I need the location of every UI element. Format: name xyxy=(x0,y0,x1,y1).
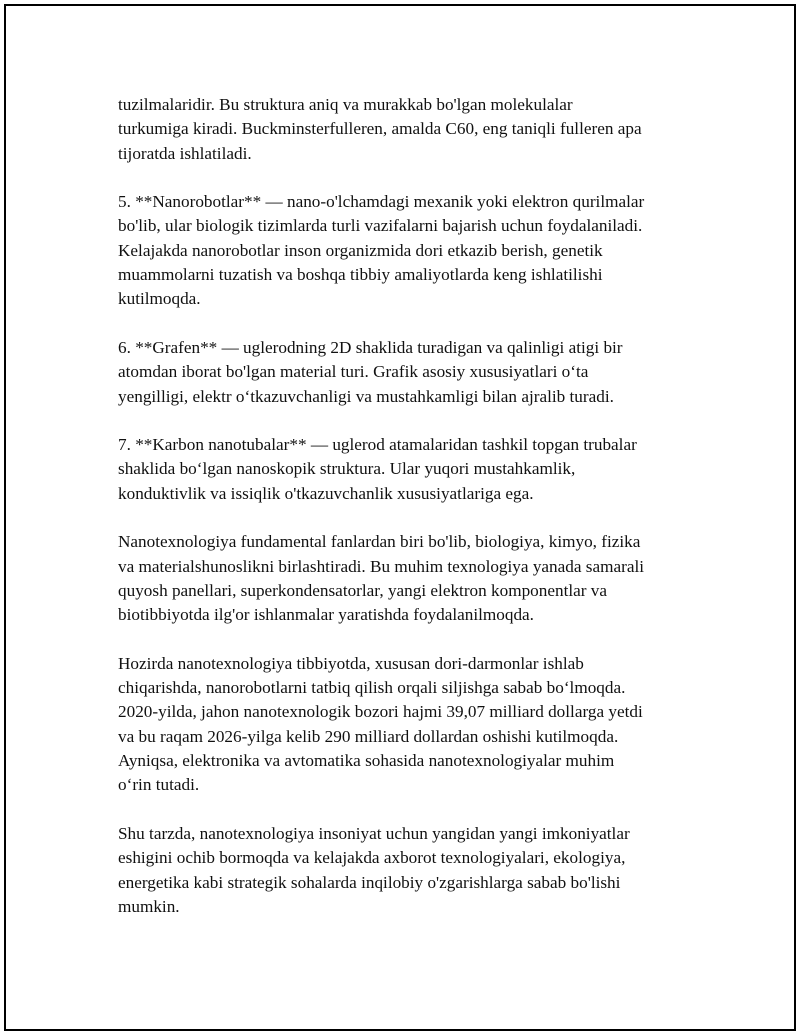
paragraph-nanotech-fundamentals: Nanotexnologiya fundamental fanlardan biri bo'lib, biologiya, kimyo, fizika va materialshunoslikni birlashtiradi. Bu muhim texnologiya yanada samarali quyosh panellari, superkondensatorlar, yangi elektron komponentlar va biotibbiyotda ilg'or ishlanmalar yaratishda foydalanilmoqda. xyxy=(118,532,645,625)
document-body xyxy=(118,93,698,919)
paragraph-nanorobots: 5. **Nanorobotlar** — nano-o'lchamdagi mexanik yoki elektron qurilmalar bo'lib, ular biologik tizimlarda turli vazifalarni bajarish uchun foydalaniladi. Kelajakda nanorobotlar inson organizmida dori etkazib berish, genetik muammolarni tuzatish va boshqa tibbiy amaliyotlarda keng ishlatilishi kutilmoqda. xyxy=(118,192,645,309)
paragraph-graphene: 6. **Grafen** — uglerodning 2D shaklida turadigan va qalinligi atigi bir atomdan iborat bo'lgan material turi. Grafik asosiy xususiyatlari o‘ta yengilligi, elektr o‘tkazuvchanligi va mustahkamligi bilan ajralib turadi. xyxy=(118,337,623,406)
paragraph-carbon-nanotubes: 7. **Karbon nanotubalar** — uglerod atamalaridan tashkil topgan trubalar shaklida bo‘lgan nanoskopik struktura. Ular yuqori mustahkamlik, konduktivlik va issiqlik o'tkazuvchanlik xususiyatlariga ega. xyxy=(118,435,637,503)
paragraph-nanotech-medicine-market: Hozirda nanotexnologiya tibbiyotda, xususan dori-darmonlar ishlab chiqarishda, nanorobotlarni tatbiq qilish orqali siljishga sabab bo‘lmoqda. 2020-yilda, jahon nanotexnologik bozori hajmi 39,07 milliard dollarga yetdi va bu raqam 2026-yilga kelib 290 milliard dollardan oshishi kutilmoqda. Ayniqsa, elektronika va avtomatika sohasida nanotexnologiyalar muhim o‘rin tutadi. xyxy=(118,653,643,795)
paragraph-conclusion: Shu tarzda, nanotexnologiya insoniyat uchun yangidan yangi imkoniyatlar eshigini ochib bormoqda va kelajakda axborot texnologiyalari, ekologiya, energetika kabi strategik sohalarda inqilobiy o'zgarishlarga sabab bo'lishi mumkin. xyxy=(118,823,630,916)
paragraph-fullerene-continuation: tuzilmalaridir. Bu struktura aniq va murakkab bo'lgan molekulalar turkumiga kiradi. Buckminsterfulleren, amalda C60, eng taniqli fulleren apa tijoratda ishlatiladi. xyxy=(118,95,642,163)
